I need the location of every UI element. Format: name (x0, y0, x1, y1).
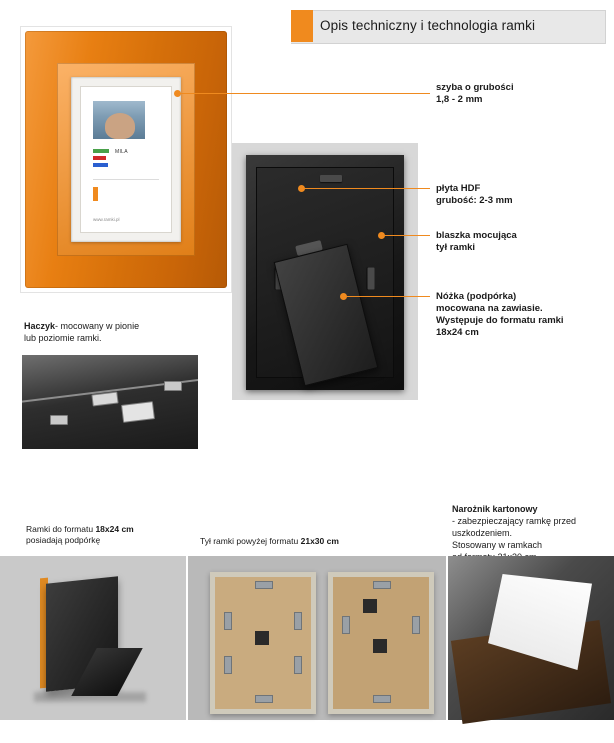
sample-photo (93, 101, 145, 139)
caption-back-pre: Tył ramki powyżej formatu (200, 536, 301, 546)
kraft-hanger-1 (255, 631, 269, 645)
callout-mounting-clip: blaszka mocująca tył ramki (436, 230, 517, 253)
hook-part-3 (50, 415, 68, 425)
mounting-clip-right (368, 268, 375, 290)
note-corner-line2: uszkodzeniem. (452, 528, 513, 538)
caption-support-bold: 18x24 cm (95, 524, 134, 534)
mat-caption: www.ramki.pl (93, 217, 120, 222)
caption-support-pre: Ramki do formatu (26, 524, 96, 534)
hook-part-2 (121, 401, 155, 423)
leader-line-clip (382, 235, 430, 236)
frame-back-photo (232, 143, 418, 400)
leader-dot-clip (378, 232, 385, 239)
hook-part-4 (164, 381, 182, 391)
kraft-clip-bottom (255, 695, 273, 703)
leader-line-glass (178, 93, 430, 94)
support-stand-photo (0, 556, 186, 720)
caption-back (200, 536, 339, 547)
kraft2-clip-top (373, 581, 391, 589)
corner-protector-photo (448, 556, 614, 720)
note-hook-line2: lub poziomie ramki. (24, 333, 102, 343)
kraft-clip-right-2 (294, 656, 302, 674)
leader-dot-glass (174, 90, 181, 97)
mat-divider (93, 179, 159, 180)
frame-back-body (246, 155, 404, 390)
callout-support-leg: Nóżka (podpórka) mocowana na zawiasie. Występuje do formatu ramki 18x24 cm (436, 291, 564, 338)
callout-hdf-board: płyta HDF grubość: 2-3 mm (436, 183, 513, 206)
frame-mat (71, 77, 181, 242)
mat-orange-mark (93, 187, 98, 201)
kraft-clip-right-1 (294, 612, 302, 630)
kraft-clip-left-2 (224, 656, 232, 674)
color-bars (93, 149, 109, 171)
leader-dot-leg (340, 293, 347, 300)
mounting-clip-top (320, 175, 342, 182)
bottom-photo-row (0, 556, 614, 720)
note-hook-title: Haczyk (24, 321, 56, 331)
kraft2-clip-bottom (373, 695, 391, 703)
frame-back-kraft-2 (328, 572, 434, 714)
note-corner-line1: - zabezpieczający ramkę przed (452, 516, 577, 526)
mat-inner-area (80, 86, 172, 233)
caption-support-line2: posiadają podpórkę (26, 535, 101, 545)
header-accent-block (291, 10, 313, 42)
hook-part-1 (91, 391, 118, 406)
caption-support (26, 524, 134, 546)
kraft-clip-left-1 (224, 612, 232, 630)
frame-front-photo (20, 26, 232, 293)
kraft2-clip-left (342, 616, 350, 634)
note-corner-line3: Stosowany w ramkach (452, 540, 543, 550)
hook-detail-photo (22, 355, 198, 449)
kraft2-hanger-2 (373, 639, 387, 653)
caption-back-bold: 21x30 cm (300, 536, 339, 546)
callout-glass: szyba o grubości 1,8 - 2 mm (436, 82, 514, 105)
leader-line-hdf (302, 188, 430, 189)
kraft-clip-top (255, 581, 273, 589)
leader-dot-hdf (298, 185, 305, 192)
note-hook-line1: - mocowany w pionie (55, 321, 140, 331)
frame-back-kraft-1 (210, 572, 316, 714)
mat-brand-label: MILA (115, 149, 128, 155)
note-hook (24, 320, 139, 344)
note-corner-title: Narożnik kartonowy (452, 504, 538, 514)
page-title: Opis techniczny i technologia ramki (320, 18, 536, 33)
kraft2-clip-right (412, 616, 420, 634)
note-corner (452, 503, 576, 563)
leader-line-leg (344, 296, 430, 297)
frame-moulding (25, 31, 227, 288)
frame-backs-photo (188, 556, 446, 720)
kraft2-hanger-1 (363, 599, 377, 613)
